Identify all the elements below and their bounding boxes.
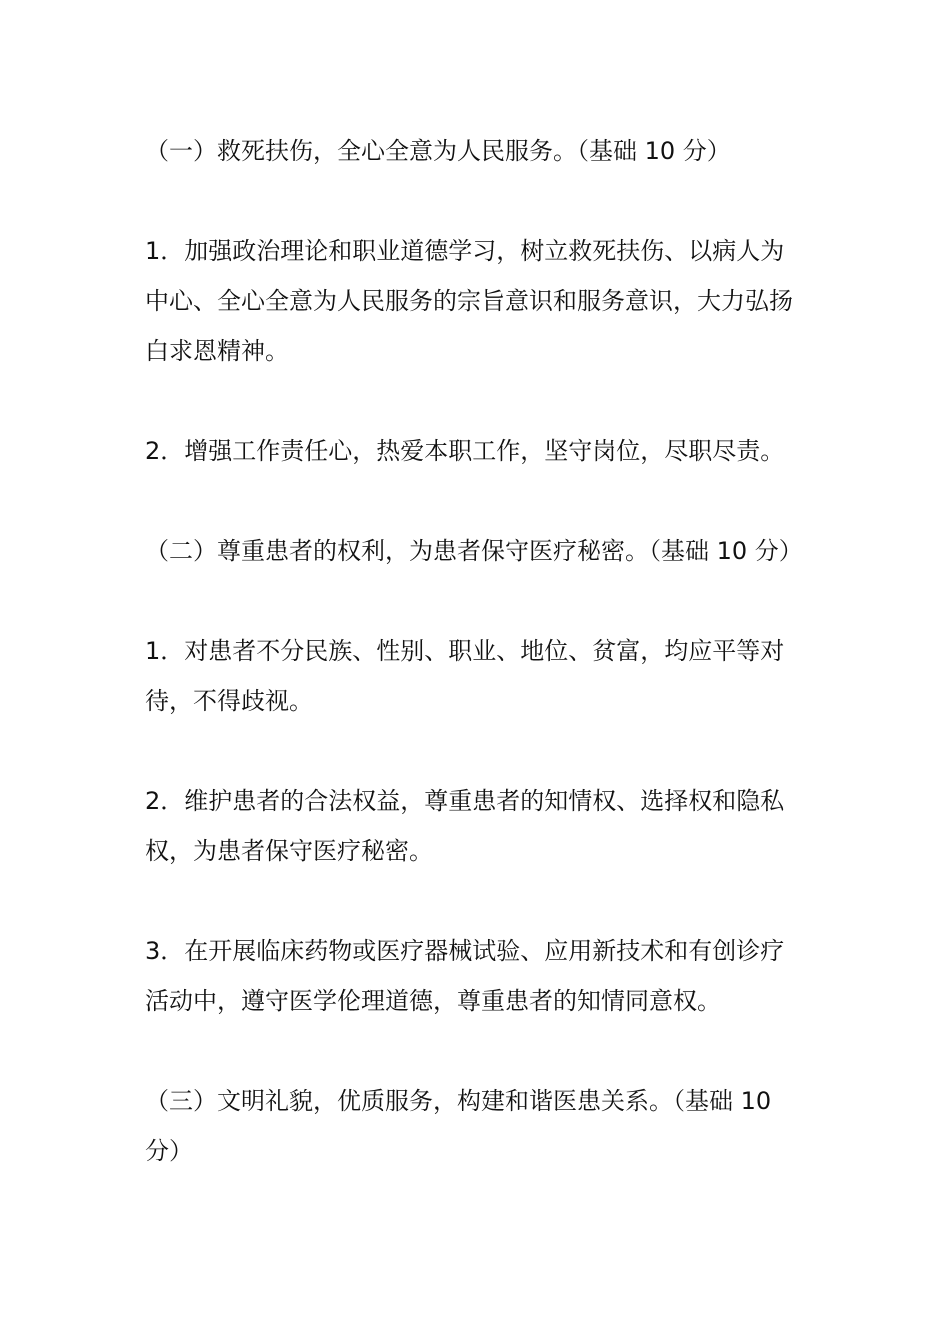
section-2-item-2: 2．维护患者的合法权益，尊重患者的知情权、选择权和隐私权，为患者保守医疗秘密。 bbox=[145, 787, 785, 865]
section-heading-3: （三）文明礼貌，优质服务，构建和谐医患关系。（基础 10 分） bbox=[145, 1087, 772, 1165]
section-heading-2: （二）尊重患者的权利，为患者保守医疗秘密。（基础 10 分） bbox=[145, 537, 803, 565]
section-2-item-3: 3．在开展临床药物或医疗器械试验、应用新技术和有创诊疗活动中，遵守医学伦理道德，尊重患者的知情同意权。 bbox=[145, 937, 785, 1015]
section-heading-1: （一）救死扶伤，全心全意为人民服务。（基础 10 分） bbox=[145, 137, 731, 165]
section-1-item-2: 2．增强工作责任心，热爱本职工作，坚守岗位，尽职尽责。 bbox=[145, 437, 785, 465]
document-body bbox=[145, 126, 807, 1226]
section-1-item-1: 1．加强政治理论和职业道德学习，树立救死扶伤、以病人为中心、全心全意为人民服务的宗旨意识和服务意识，大力弘扬白求恩精神。 bbox=[145, 237, 793, 365]
section-2-item-1: 1．对患者不分民族、性别、职业、地位、贫富，均应平等对待，不得歧视。 bbox=[145, 637, 785, 715]
